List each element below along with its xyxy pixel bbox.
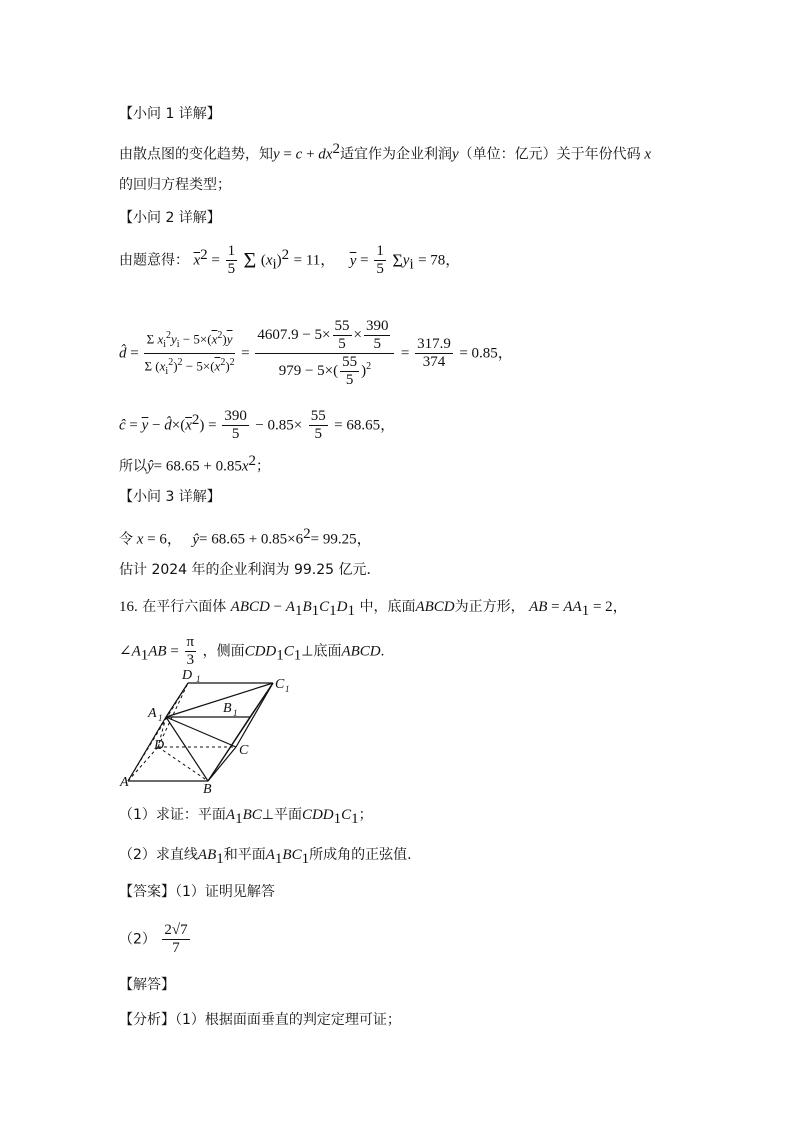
answer-2: （2） $\frac{2√7}{7}$ <box>119 922 188 956</box>
parallelepiped-figure <box>118 665 308 795</box>
sub-question-2: （2）求直线$AB_1$和平面$A_1BC_1$所成角的正弦值. <box>119 847 412 867</box>
analysis-line: 【分析】（1）根据面面垂直的判定定理可证； <box>119 1012 401 1028</box>
section-header-2: 【小问 2 详解】 <box>119 210 221 226</box>
s3-line1: 令 x = 6， ŷ= $68.65 + 0.85\times 6^2= 99.25$， <box>119 526 372 548</box>
s1-line2: 的回归方程类型； <box>119 177 231 193</box>
q16-line2: $\angle A_1AB$ = $\frac{\pi}{3}$ ，侧面$CDD_1C_1\perp$底面ABCD. <box>119 634 385 668</box>
so-line: 所以ŷ= $68.65 + 0.85x^2$； <box>119 453 271 475</box>
label-A1: A <box>148 706 157 721</box>
svg-text:1: 1 <box>158 713 163 723</box>
s3-line2: 估计 2024 年的企业利润为 99.25 亿元． <box>119 562 381 578</box>
s1-line1: 由散点图的变化趋势，知$y = c + dx^2$适宜作为企业利润y（单位：亿元）关于年份代码 x <box>119 141 652 163</box>
label-B1: B <box>223 701 232 716</box>
solution-label: 【解答】 <box>119 977 175 993</box>
sub-question-1: （1）求证：平面$A_1BC\perp$平面$CDD_1C_1$； <box>119 807 373 827</box>
answer-line: 【答案】（1）证明见解答 <box>119 884 275 900</box>
label-D1: D <box>182 668 193 683</box>
label-C: C <box>239 743 249 758</box>
section-header-3: 【小问 3 详解】 <box>119 489 221 505</box>
section-header-1: 【小问 1 详解】 <box>119 106 221 122</box>
eq-chat: ĉ = $\overline{y}$ − $d̂\times(\overline{x}^2)$ = $\frac{390}{5}$ − 0.85× $\frac{55}{5}$ = 68.65， <box>119 408 396 442</box>
svg-text:1: 1 <box>196 674 201 684</box>
svg-text:1: 1 <box>285 684 290 694</box>
label-B: B <box>203 782 212 795</box>
svg-text:1: 1 <box>233 708 238 718</box>
eq-dhat: d̂ = $\frac{\Sigma x_i^2y_i - 5\times(\overline{x}^2)\overline{y}}{\Sigma (x_i^2)^2 - 5\times(\overline{x}^2)^2}$ = 4607.9 − 5× $\frac{55}{5}$ × $\frac{390}{5}$ 979 − 5×( $\frac{55}{5}$ )$^2$ = $\frac{317.9}{374}$ = 0.85， <box>119 318 513 388</box>
label-D: D <box>154 738 165 753</box>
label-A: A <box>120 775 129 790</box>
label-C1: C <box>275 677 285 692</box>
q16-line1: 16. 在平行六面体 ABCD − $A_1B_1C_1D_1$ 中，底面ABCD为正方形， AB = $AA_1 = 2$， <box>119 599 628 619</box>
eq-means: 由题意得： $\overline{x}^2$ = $\frac{1}{5}$ Σ $(x_i)^2 = 11$， $\overline{y}$ = $\frac{1}{5}$ $\Sigma y_i = 78$， <box>119 243 461 277</box>
